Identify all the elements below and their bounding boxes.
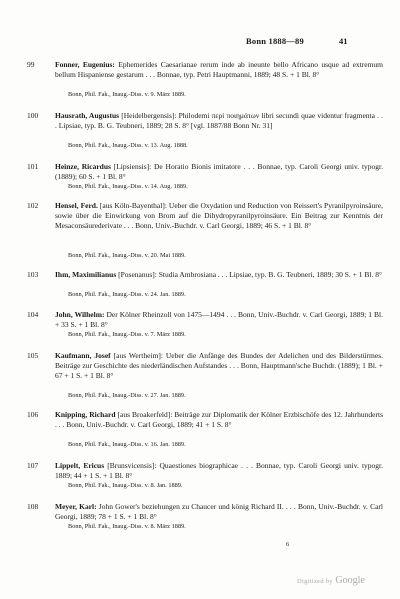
entry-citation (55, 351, 383, 382)
entry-citation (55, 60, 383, 80)
entry-author: Kaufmann, Josef (55, 351, 111, 360)
dissertation-note: Bonn, Phil. Fak., Inaug.-Diss. v. 24. Jan. 1889. (68, 291, 186, 298)
page-number: 41 (339, 36, 348, 46)
entry-number: 102 (27, 201, 39, 210)
digitizer-prefix: Digitized by (297, 578, 333, 585)
entry-text: [Posenanus]: Studia Ambrosiana . . . Lipsiae, typ. B. G. Teubneri, 1889; 30 S. + 1 Bl. 8° (116, 270, 382, 279)
entry-text: [aus Broakerfeld]: Beiträge zur Diplomatik der Kölner Erzbischöfe des 12. Jahrhunderts . . . Bonn, Univ.-Buchdr. v. Carl Georgi, 1889; 41 + 1 S. 8° (55, 410, 384, 430)
entry-author: Lippelt, Ericus (55, 461, 105, 470)
entry-author: Heinze, Ricardus (55, 162, 111, 171)
signature-mark: 6 (286, 541, 290, 548)
entry-author: Fonner, Eugenius: (55, 60, 115, 69)
entry-text: John Gower's beziehungen zu Chaucer und könig Richard II. . . . Bonn, Univ.-Buchdr. v. Carl Georgi, 1889; 78 + 1 S. + 1 Bl. 8° (55, 502, 383, 522)
entry-citation (55, 310, 383, 330)
dissertation-note: Bonn, Phil. Fak., Inaug.-Diss. v. 13. Aug. 1888. (68, 142, 188, 149)
entry-number: 105 (27, 351, 39, 360)
entry-number: 100 (27, 111, 39, 120)
entry-author: Knipping, Richard (55, 410, 116, 419)
dissertation-note: Bonn, Phil. Fak., Inaug.-Diss. v. 8. Jan. 1889. (68, 482, 183, 489)
entry-citation (55, 461, 383, 481)
entry-citation (55, 162, 383, 182)
entry-author: Meyer, Karl: (55, 502, 97, 511)
entry-number: 107 (27, 461, 39, 470)
dissertation-note: Bonn, Phil. Fak., Inaug.-Diss. v. 20. Mai 1889. (68, 252, 186, 259)
entry-text: Der Kölner Rheinzoll von 1475—1494 . . . Bonn, Univ.-Buchdr. v. Carl Georgi, 1889; 1 Bl. + 33 S. + 1 Bl. 8° (55, 310, 383, 330)
entry-number: 99 (27, 60, 35, 69)
entry-citation (55, 201, 383, 232)
entry-number: 101 (27, 162, 39, 171)
dissertation-note: Bonn, Phil. Fak., Inaug.-Diss. v. 8. März 1889. (68, 523, 186, 530)
dissertation-note: Bonn, Phil. Fak., Inaug.-Diss. v. 27. Jan. 1889. (68, 392, 186, 399)
dissertation-note: Bonn, Phil. Fak., Inaug.-Diss. v. 9. März 1889. (68, 91, 186, 98)
entry-number: 108 (27, 502, 39, 511)
entry-author: Ihm, Maximilianus (55, 270, 117, 279)
digitizer-name: Google (335, 575, 365, 586)
entry-citation (55, 111, 383, 131)
entry-text: [Heidelbergensis]: Philodemi περὶ ποιημάτων libri secundi quae videntur fragmenta . . . Lipsiae, typ. B. G. Teubneri, 1889; 28 S. 8° [vgl. 1887/88 Bonn Nr. 31] (55, 111, 383, 131)
entry-text: [Lipsiensis]: De Horatio Bionis imitatore . . . Bonnae, typ. Caroli Georgi univ. typogr. (1889); 60 S. + 1 Bl. 8° (55, 162, 383, 182)
page-header (0, 36, 400, 50)
entry-text: [Brunsvicensis]: Quaestiones biographicae . . . Bonnae, typ. Caroli Georgi univ. typogr. 1889; 44 + 1 S. + 1 Bl. 8° (55, 461, 383, 481)
dissertation-note: Bonn, Phil. Fak., Inaug.-Diss. v. 14. Aug. 1889. (68, 183, 188, 190)
dissertation-note: Bonn, Phil. Fak., Inaug.-Diss. v. 7. März 1889. (68, 331, 186, 338)
entry-author: Hensel, Ferd. (55, 201, 98, 210)
entry-text: Ephemerides Caesarianae rerum inde ab ineunte bello Africano usque ad extremum bellum Hispaniense gestarum . . . Bonnae, typ. Petri Hauptmanni, 1889; 48 S. + 1 Bl. 8° (55, 60, 383, 80)
entry-author: Hausrath, Augustus (55, 111, 120, 120)
entry-citation (55, 502, 383, 522)
entry-text: [aus Wertheim]: Ueber die Anfänge des Bundes der Adelichen und des Bilderstürmes. Beiträge zur Geschichte des niederländischen Aufstandes . . . Bonn, Hauptmann'sche Buchdr. (1889); 1 Bl. + 67 + 1 S. + 1 Bl. 8° (55, 351, 383, 381)
dissertation-note: Bonn, Phil. Fak., Inaug.-Diss. v. 16. Jan. 1889. (68, 441, 186, 448)
entry-number: 104 (27, 310, 39, 319)
entry-number: 103 (27, 270, 39, 279)
entry-text: [aus Köln-Bayenthal]: Ueber die Oxydation und Reduction von Reissert's Pyranilpyroinsäure, sowie über die Einwirkung von Brom auf die Dihydropyranilpyroinsäure. Ein Beitrag zur Kenntnis der Mesaconsäurederivate . . . Bonn, Univ.-Buchdr. v. Carl Georgi, 1889; 46 S. + 1 Bl. 8° (55, 201, 383, 231)
digitizer-watermark (297, 575, 365, 586)
entry-citation (55, 410, 383, 430)
entry-author: John, Wilhelm: (55, 310, 105, 319)
entry-number: 106 (27, 410, 39, 419)
running-title: Bonn 1888—89 (246, 36, 304, 46)
entry-citation (55, 270, 383, 280)
